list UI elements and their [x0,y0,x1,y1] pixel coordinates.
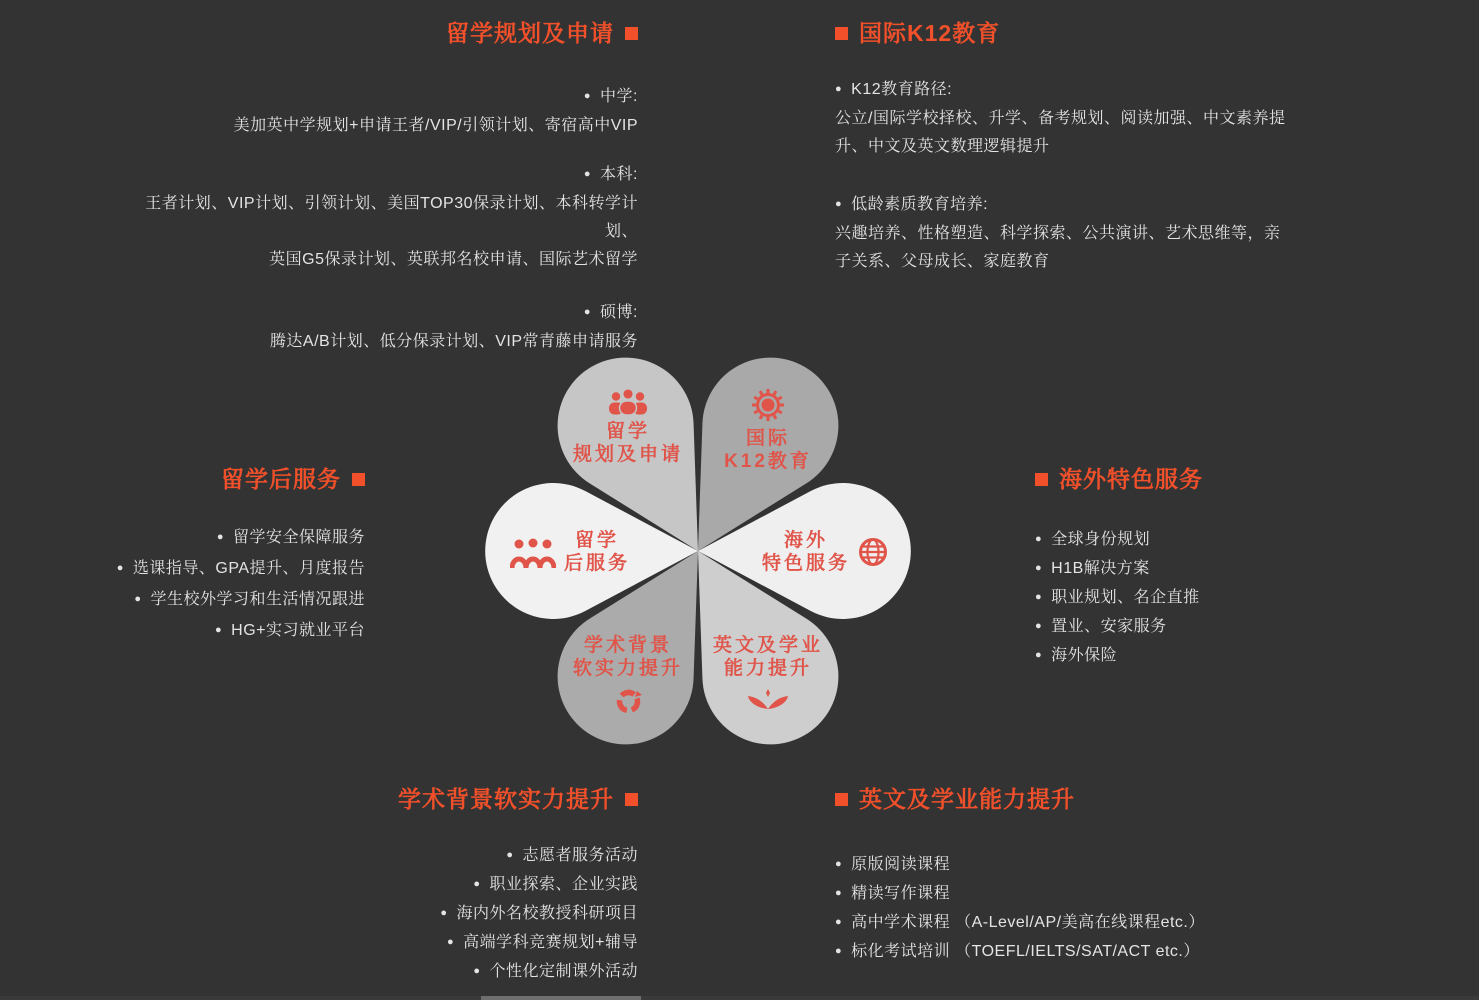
petal-label-english [693,634,843,712]
detail-line: 腾达A/B计划、低分保录计划、VIP常青藤申请服务 [269,333,638,350]
bullet-item: ● 学生校外学习和生活情况跟进 [60,585,365,616]
heading-square-icon [625,793,638,806]
section-post-study [60,464,365,647]
heading-square-icon [835,793,848,806]
bullet-item: ● 置业、安家服务 [1035,613,1375,642]
bullet-item: ● 志愿者服务活动 [240,842,638,871]
horizontal-scrollbar-track[interactable] [0,996,1479,1000]
bullet-item: ● 高端学科竞赛规划+辅导 [240,929,638,958]
users-icon [608,388,648,415]
group-early-education [835,191,1305,276]
service-list [60,523,365,647]
bullet-item: ● H1B解决方案 [1035,555,1375,584]
heading-square-icon [1035,473,1048,486]
section-plan-apply [120,18,638,356]
petal-text: 后服务 [563,553,630,574]
petal-text: 软实力提升 [572,658,683,679]
section-overseas-heading [1035,464,1375,494]
detail-line: 子关系、父母成长、家庭教育 [835,253,1050,270]
people-icon [510,535,556,569]
globe-icon [858,537,888,567]
bullet-item: ● 原版阅读课程 [835,851,1315,880]
group-middle-school [120,83,638,140]
petal-text: 特色服务 [761,553,850,574]
service-list [835,851,1315,967]
heading-text: 海外特色服务 [1059,466,1203,492]
petal-text: 学术背景 [583,635,672,656]
petal-label-k12 [693,388,843,473]
section-post-study-heading [60,464,365,494]
bullet-item: ● HG+实习就业平台 [60,616,365,647]
bullet-item: ● 职业探索、企业实践 [240,871,638,900]
service-list [240,842,638,987]
section-academic-heading [240,784,638,814]
bullet-item: ● 标化考试培训 （TOEFL/IELTS/SAT/ACT etc.） [835,938,1315,967]
heading-square-icon [352,473,365,486]
heading-text: 国际K12教育 [859,20,1001,46]
detail-line: 公立/国际学校择校、升学、备考规划、阅读加强、中文素养提 [835,110,1286,127]
petal-label-academic [553,634,703,715]
horizontal-scrollbar-thumb[interactable] [481,996,641,1000]
section-english [835,784,1315,967]
bullet-item: ● 全球身份规划 [1035,526,1375,555]
group-undergraduate [120,161,638,274]
section-plan-apply-heading [120,18,638,48]
petal-text: 留学 [605,421,650,442]
petal-text: 海外 [783,530,828,551]
detail-line: 美加英中学规划+申请王者/VIP/引领计划、寄宿高中VIP [233,117,638,134]
bullet-item: ● 选课指导、GPA提升、月度报告 [60,554,365,585]
group-k12-path [835,76,1305,161]
section-k12-heading [835,18,1305,48]
group-label: ● K12教育路径: [835,76,1305,105]
section-k12 [835,18,1305,276]
detail-line: 兴趣培养、性格塑造、科学探索、公共演讲、艺术思维等，亲 [835,225,1281,242]
petal-label-plan-apply [553,388,703,466]
bullet-item: ● 高中学术课程 （A-Level/AP/美高在线课程etc.） [835,909,1315,938]
group-label: ● 硕博: [120,299,638,328]
section-overseas [1035,464,1375,671]
heading-text: 留学规划及申请 [446,20,614,46]
group-label: ● 低龄素质教育培养: [835,191,1305,220]
heading-text: 英文及学业能力提升 [859,786,1075,812]
petal-text: 国际 [745,428,790,449]
bullet-item: ● 个性化定制课外活动 [240,958,638,987]
petal-text: 英文及学业 [712,635,823,656]
sun-icon [751,388,785,422]
heading-square-icon [625,27,638,40]
bullet-item: ● 海外保险 [1035,642,1375,671]
service-list [1035,526,1375,671]
detail-line: 英国G5保录计划、英联邦名校申请、国际艺术留学 [269,251,638,268]
section-academic [240,784,638,987]
petal-text: 规划及申请 [572,444,683,465]
detail-line: 升、中文及英文数理逻辑提升 [835,138,1050,155]
detail-line: 王者计划、VIP计划、引领计划、美国TOP30保录计划、本科转学计划、 [145,195,638,240]
heading-text: 学术背景软实力提升 [398,786,614,812]
petal-text: 能力提升 [723,658,812,679]
petal-text: K12教育 [724,451,812,472]
petal-label-post-study [495,521,645,583]
group-label: ● 本科: [120,161,638,190]
heading-text: 留学后服务 [221,466,341,492]
heading-square-icon [835,27,848,40]
petal-label-overseas [750,521,900,583]
recycle-icon [615,688,642,715]
book-icon [747,688,789,712]
bullet-item: ● 精读写作课程 [835,880,1315,909]
petal-text: 留学 [574,530,619,551]
bullet-item: ● 职业规划、名企直推 [1035,584,1375,613]
bullet-item: ● 海内外名校教授科研项目 [240,900,638,929]
bullet-item: ● 留学安全保障服务 [60,523,365,554]
section-english-heading [835,784,1315,814]
group-label: ● 中学: [120,83,638,112]
